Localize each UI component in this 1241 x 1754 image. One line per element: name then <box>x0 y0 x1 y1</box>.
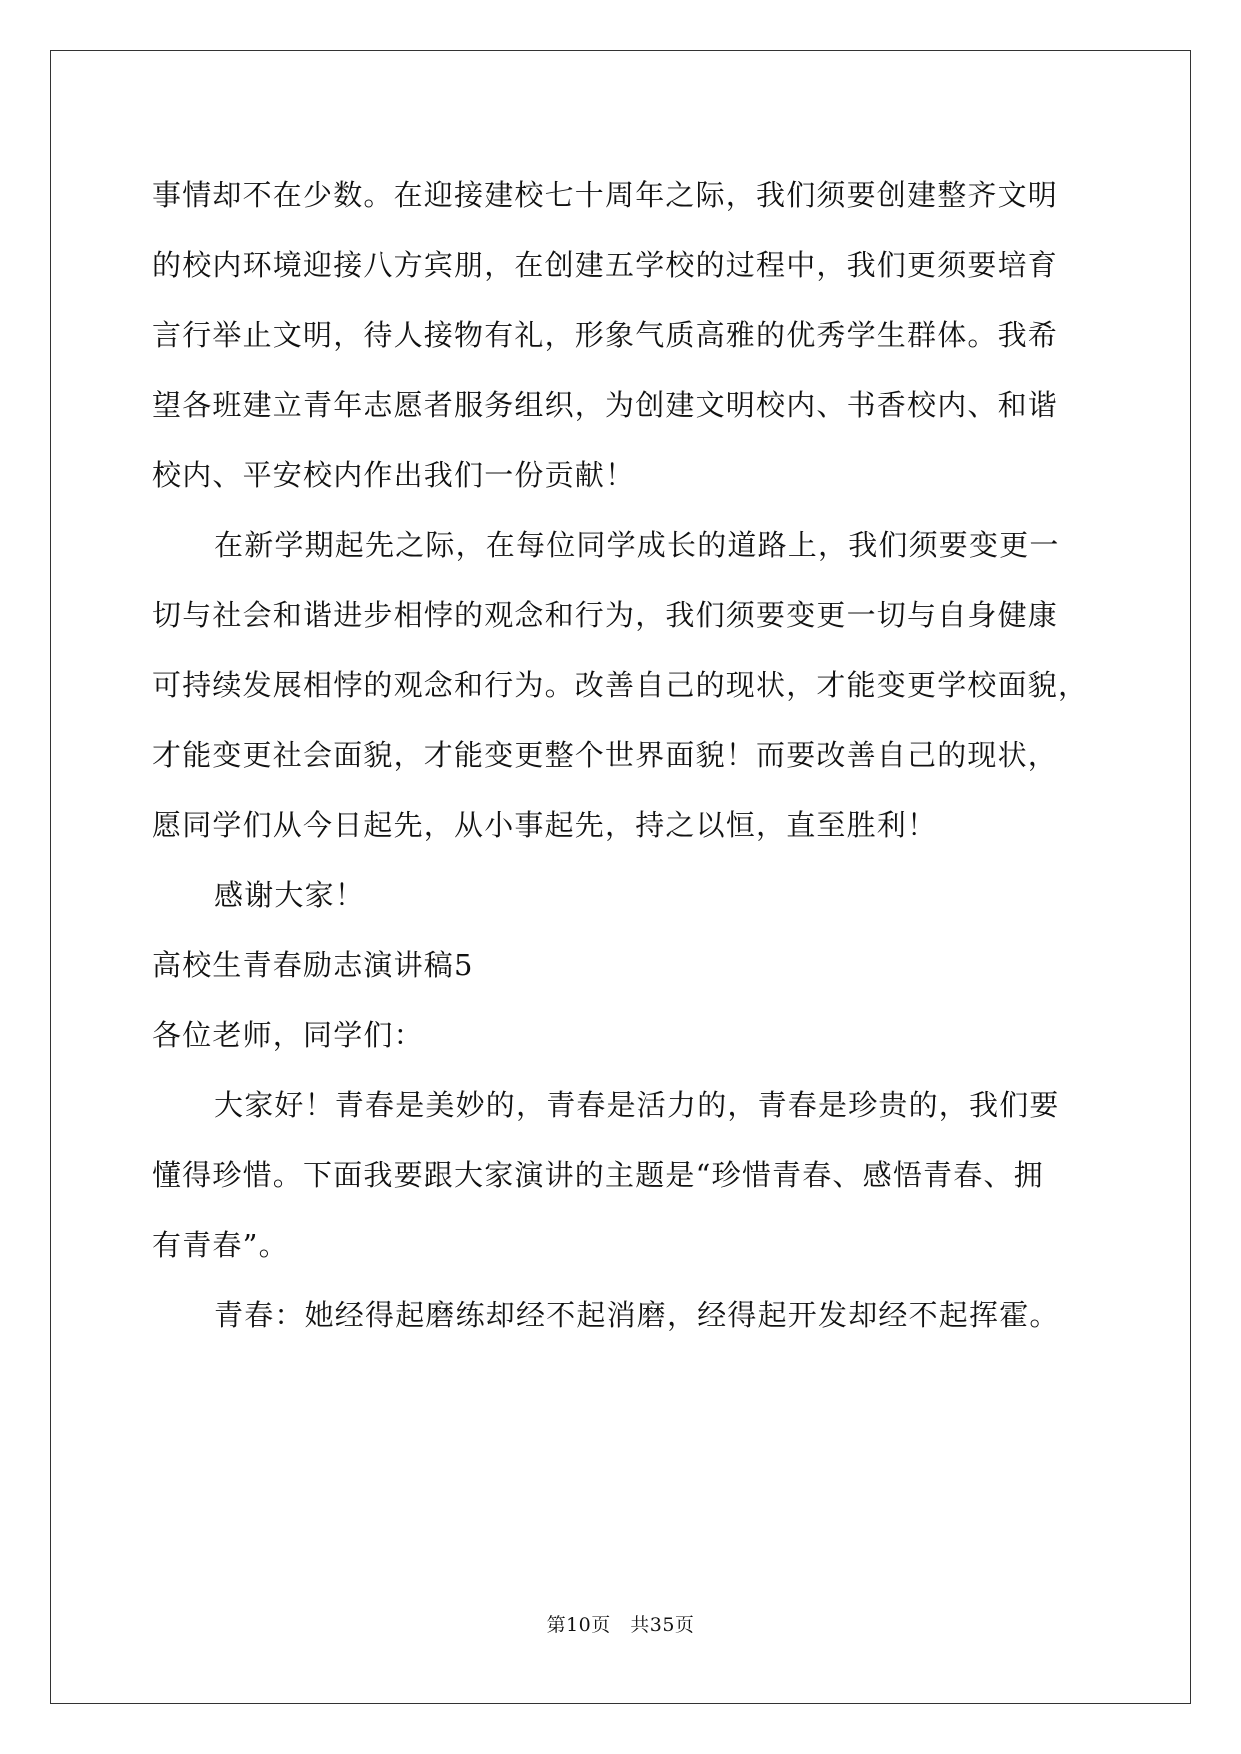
page-footer: 第10页 共35页 <box>546 1614 695 1636</box>
text-line: 事情却不在少数。在迎接建校七十周年之际，我们须要创建整齐文明 <box>152 178 1059 212</box>
paragraph-start-line: 青春：她经得起磨练却经不起消磨，经得起开发却经不起挥霍。 <box>214 1298 1060 1332</box>
text-line: 言行举止文明，待人接物有礼，形象气质高雅的优秀学生群体。我希 <box>152 318 1059 352</box>
paragraph-start-line: 大家好！青春是美妙的，青春是活力的，青春是珍贵的，我们要 <box>214 1088 1060 1122</box>
text-line: 望各班建立青年志愿者服务组织，为创建文明校内、书香校内、和谐 <box>152 388 1059 422</box>
document-body <box>152 160 1092 1350</box>
text-line: 的校内环境迎接八方宾朋，在创建五学校的过程中，我们更须要培育 <box>152 248 1059 282</box>
text-line: 有青春”。 <box>152 1228 289 1262</box>
paragraph-start-line: 在新学期起先之际，在每位同学成长的道路上，我们须要变更一 <box>214 528 1060 562</box>
text-line: 可持续发展相悖的观念和行为。改善自己的现状，才能变更学校面貌， <box>152 668 1089 702</box>
closing-thanks: 感谢大家！ <box>214 878 366 912</box>
text-line: 切与社会和谐进步相悖的观念和行为，我们须要变更一切与自身健康 <box>152 598 1059 632</box>
text-line: 校内、平安校内作出我们一份贡献！ <box>152 458 636 492</box>
text-line: 愿同学们从今日起先，从小事起先，持之以恒，直至胜利！ <box>152 808 938 842</box>
text-line: 才能变更社会面貌，才能变更整个世界面貌！而要改善自己的现状， <box>152 738 1059 772</box>
section-heading: 高校生青春励志演讲稿5 <box>152 948 474 982</box>
text-line: 懂得珍惜。下面我要跟大家演讲的主题是“珍惜青春、感悟青春、拥 <box>152 1158 1044 1192</box>
salutation: 各位老师，同学们： <box>152 1018 424 1052</box>
